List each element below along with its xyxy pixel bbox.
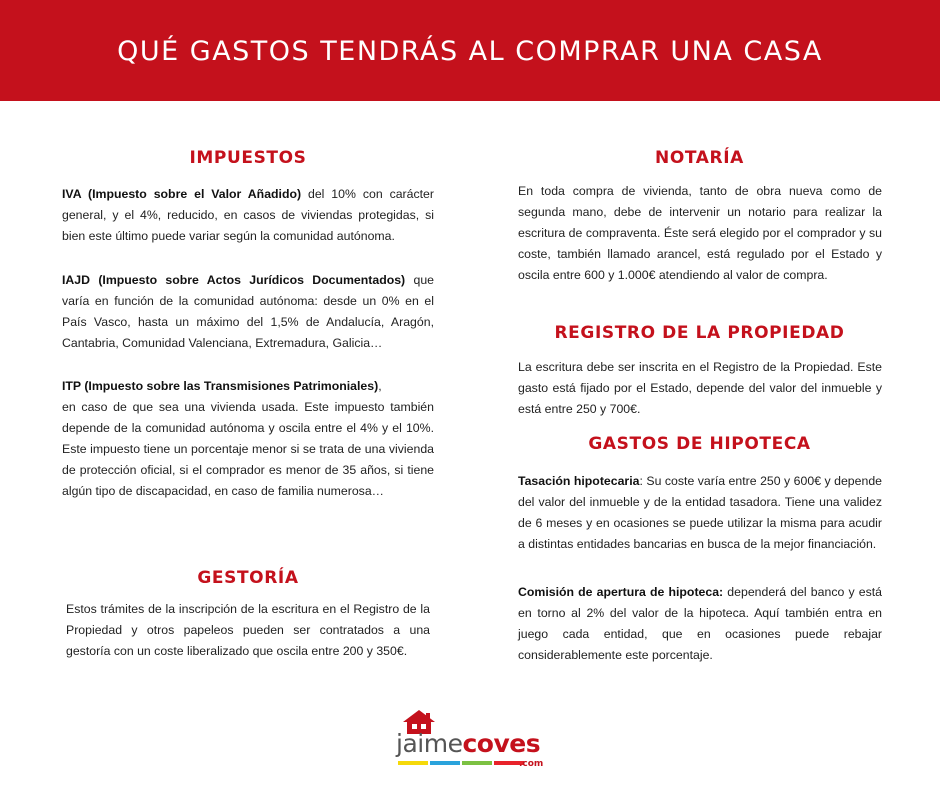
page-title: QUÉ GASTOS TENDRÁS AL COMPRAR UNA CASA: [117, 36, 823, 67]
itp-paragraph: [62, 376, 434, 502]
header-banner: [0, 0, 940, 101]
iva-text: del 10% con carácter general, y el 4%, reducido, en casos de viviendas protegidas, si bien este último puede variar según la comunidad autónoma.: [62, 187, 434, 243]
notaria-title: NOTARÍA: [655, 148, 744, 168]
itp-suffix: ,: [378, 379, 382, 393]
tasacion-paragraph: [518, 471, 882, 555]
logo-stripe-yellow: [398, 761, 428, 765]
hipoteca-title: GASTOS DE HIPOTECA: [588, 434, 811, 454]
logo-domain: .com: [519, 759, 544, 769]
itp-text: en caso de que sea una vivienda usada. Este impuesto también depende de la comunidad autónoma y oscila entre el 4% y el 10%. Este impuesto tiene un porcentaje menor si se trata de una vivienda de protección oficial, si el comprador es menor de 35 años, si tiene algún tipo de discapacidad, en caso de familia numerosa…: [62, 400, 434, 498]
gestoria-text: Estos trámites de la inscripción de la escritura en el Registro de la Propiedad y otros papeleos pueden ser contratados a una gestoría con un coste liberalizado que oscila entre 200 y 350€.: [66, 602, 430, 658]
registro-text: La escritura debe ser inscrita en el Registro de la Propiedad. Este gasto está fijado por el Estado, depende del valor del inmueble y está entre 250 y 700€.: [518, 360, 882, 416]
iva-paragraph: [62, 184, 434, 247]
tasacion-text: : Su coste varía entre 250 y 600€ y depende del valor del inmueble y de la entidad tasadora. Tiene una validez de 6 meses y en ocasiones se puede utilizar la misma para acudir a distintas entidades bancarias en busca de la mejor financiación.: [518, 474, 882, 551]
logo-text-coves: coves: [462, 729, 541, 758]
logo-text-jaime: jaime: [396, 729, 463, 758]
iajd-text: que varía en función de la comunidad autónoma: desde un 0% en el País Vasco, hasta un máximo del 1,5% de Andalucía, Aragón, Cantabria, Comunidad Valenciana, Extremadura, Galicia…: [62, 273, 434, 350]
tasacion-heading: Tasación hipotecaria: [518, 474, 640, 488]
impuestos-title: IMPUESTOS: [189, 148, 307, 168]
logo-wordmark: [396, 729, 540, 758]
jaimecoves-logo[interactable]: [390, 709, 550, 773]
gestoria-title: GESTORÍA: [197, 568, 299, 588]
logo-stripe-blue: [430, 761, 460, 765]
itp-heading: ITP (Impuesto sobre las Transmisiones Patrimoniales): [62, 379, 379, 393]
comision-paragraph: [518, 582, 882, 666]
comision-text: dependerá del banco y está en torno al 2% del valor de la hipoteca. Aquí también entra en juego cada entidad, que en ocasiones puede rebajar considerablemente este porcentaje.: [518, 585, 882, 662]
iajd-paragraph: [62, 270, 434, 354]
iva-heading: IVA (Impuesto sobre el Valor Añadido): [62, 187, 302, 201]
iajd-heading: IAJD (Impuesto sobre Actos Jurídicos Documentados): [62, 273, 406, 287]
logo-stripe-green: [462, 761, 492, 765]
notaria-text: En toda compra de vivienda, tanto de obra nueva como de segunda mano, debe de intervenir un notario para realizar la escritura de compraventa. Éste será elegido por el comprador y su coste, también llamado arancel, está regulado por el Estado y oscila entre 600 y 1.000€ atendiendo al valor de compra.: [518, 184, 882, 282]
comision-heading: Comisión de apertura de hipoteca:: [518, 585, 724, 599]
registro-title: REGISTRO DE LA PROPIEDAD: [554, 323, 845, 343]
